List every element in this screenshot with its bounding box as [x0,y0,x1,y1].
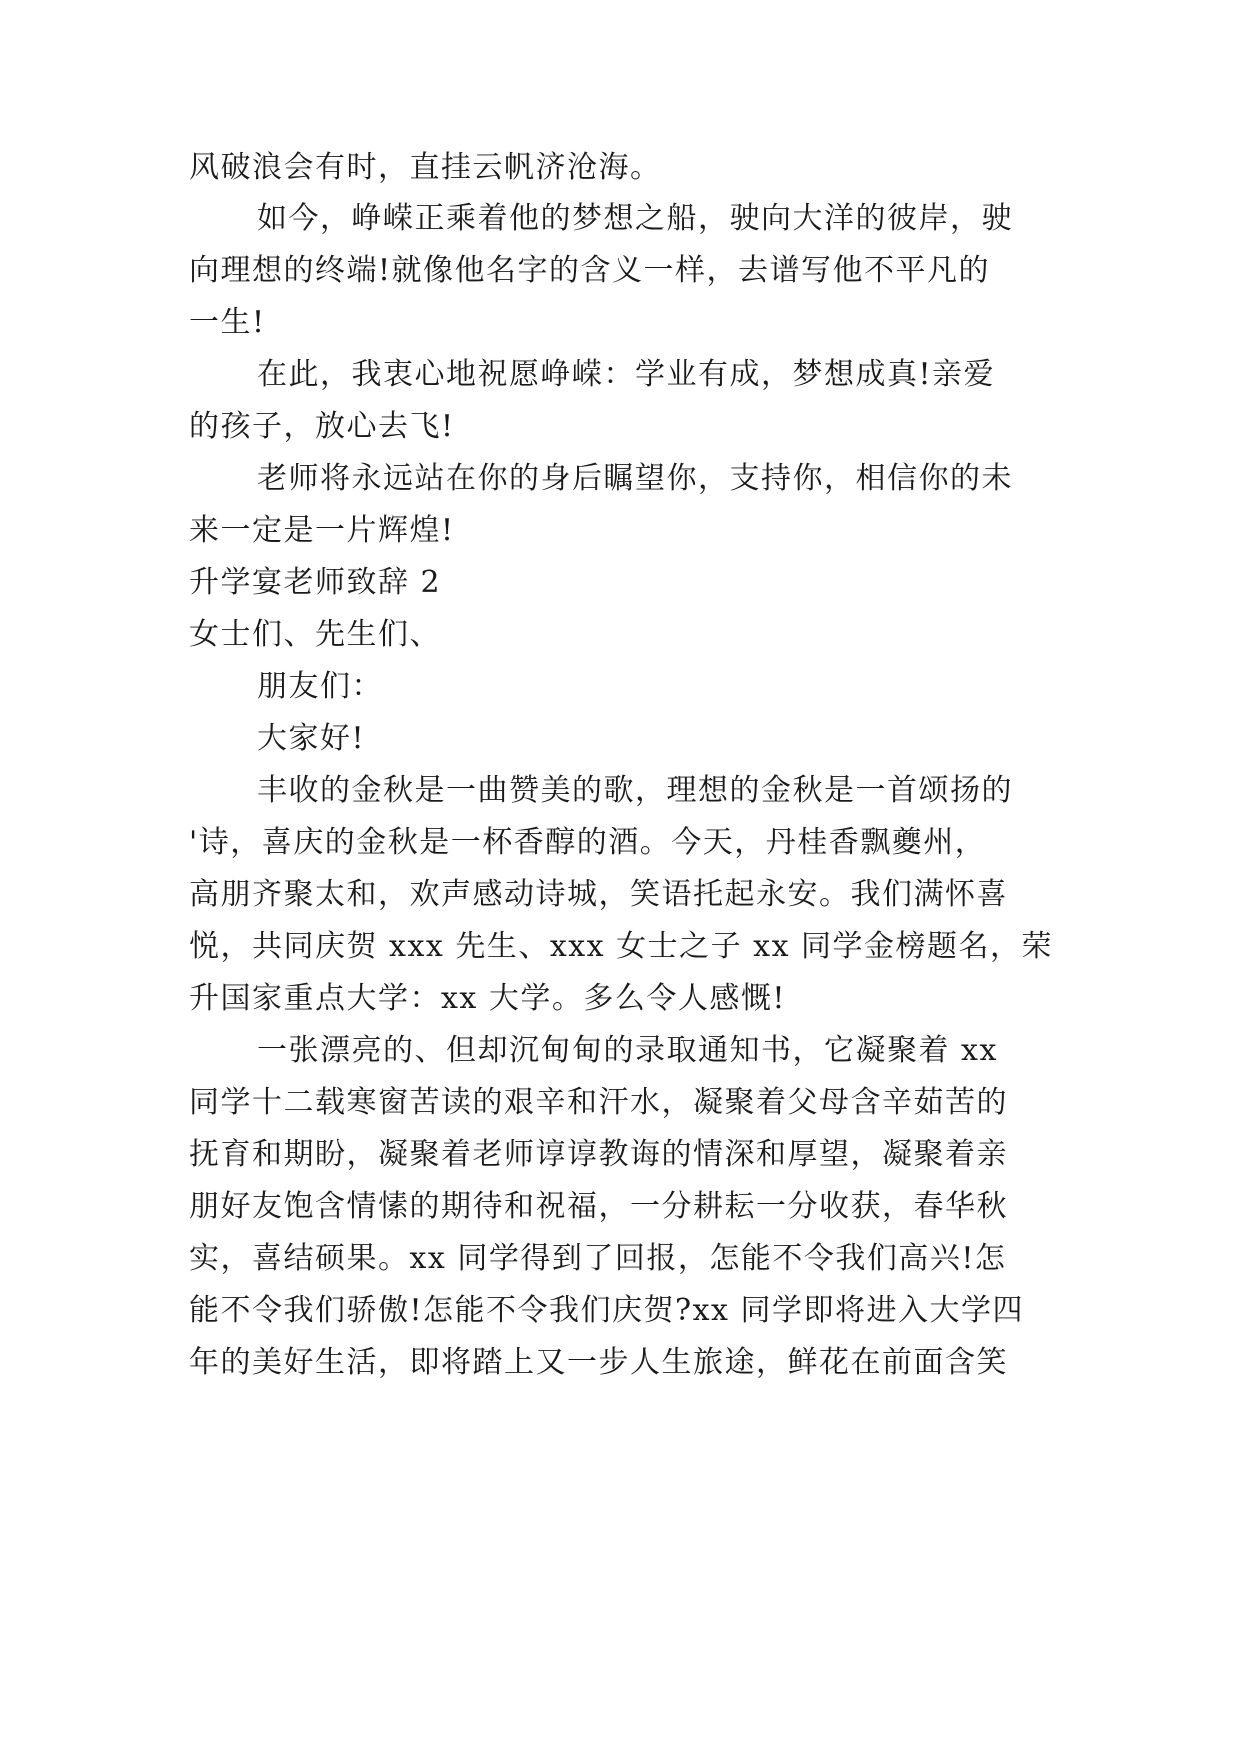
text-line: 悦，共同庆贺 xxx 先生、xxx 女士之子 xx 同学金榜题名，荣 [189,929,1054,964]
text-line: 实，喜结硕果。xx 同学得到了回报，怎能不令我们高兴!怎 [189,1241,1007,1276]
text-line: 老师将永远站在你的身后瞩望你，支持你，相信你的未 [257,461,1013,496]
greeting: 大家好! [257,721,366,756]
text-line: 年的美好生活，即将踏上又一步人生旅途，鲜花在前面含笑 [189,1345,1008,1380]
text-line: 同学十二载寒窗苦读的艰辛和汗水，凝聚着父母含辛茹苦的 [189,1085,1008,1120]
text-line: 如今，峥嵘正乘着他的梦想之船，驶向大洋的彼岸，驶 [257,201,1013,236]
text-line: 高朋齐聚太和，欢声感动诗城，笑语托起永安。我们满怀喜 [189,877,1008,912]
text-line: 风破浪会有时，直挂云帆济沧海。 [189,150,662,185]
text-line: 一张漂亮的、但却沉甸甸的录取通知书，它凝聚着 xx [257,1033,998,1068]
text-line: 抚育和期盼，凝聚着老师谆谆教诲的情深和厚望，凝聚着亲 [189,1137,1008,1172]
text-line: 向理想的终端!就像他名字的含义一样，去谱写他不平凡的 [189,253,991,288]
text-line: 能不令我们骄傲!怎能不令我们庆贺?xx 同学即将进入大学四 [189,1293,1025,1328]
text-line: 升国家重点大学：xx 大学。多么令人感慨! [189,981,786,1016]
salutation: 女士们、先生们、 [189,617,441,652]
text-line: 朋好友饱含情愫的期待和祝福，一分耕耘一分收获，春华秋 [189,1189,1008,1224]
text-line: 的孩子，放心去飞! [189,409,455,444]
section-heading: 升学宴老师致辞 2 [189,565,442,600]
text-line: '诗，喜庆的金秋是一杯香醇的酒。今天，丹桂香飘夔州， [189,825,987,860]
salutation: 朋友们： [257,669,383,704]
text-line: 来一定是一片辉煌! [189,513,455,548]
text-line: 一生! [189,305,266,340]
text-line: 丰收的金秋是一曲赞美的歌，理想的金秋是一首颂扬的 [257,773,1013,808]
text-line: 在此，我衷心地祝愿峥嵘：学业有成，梦想成真!亲爱 [257,357,996,392]
